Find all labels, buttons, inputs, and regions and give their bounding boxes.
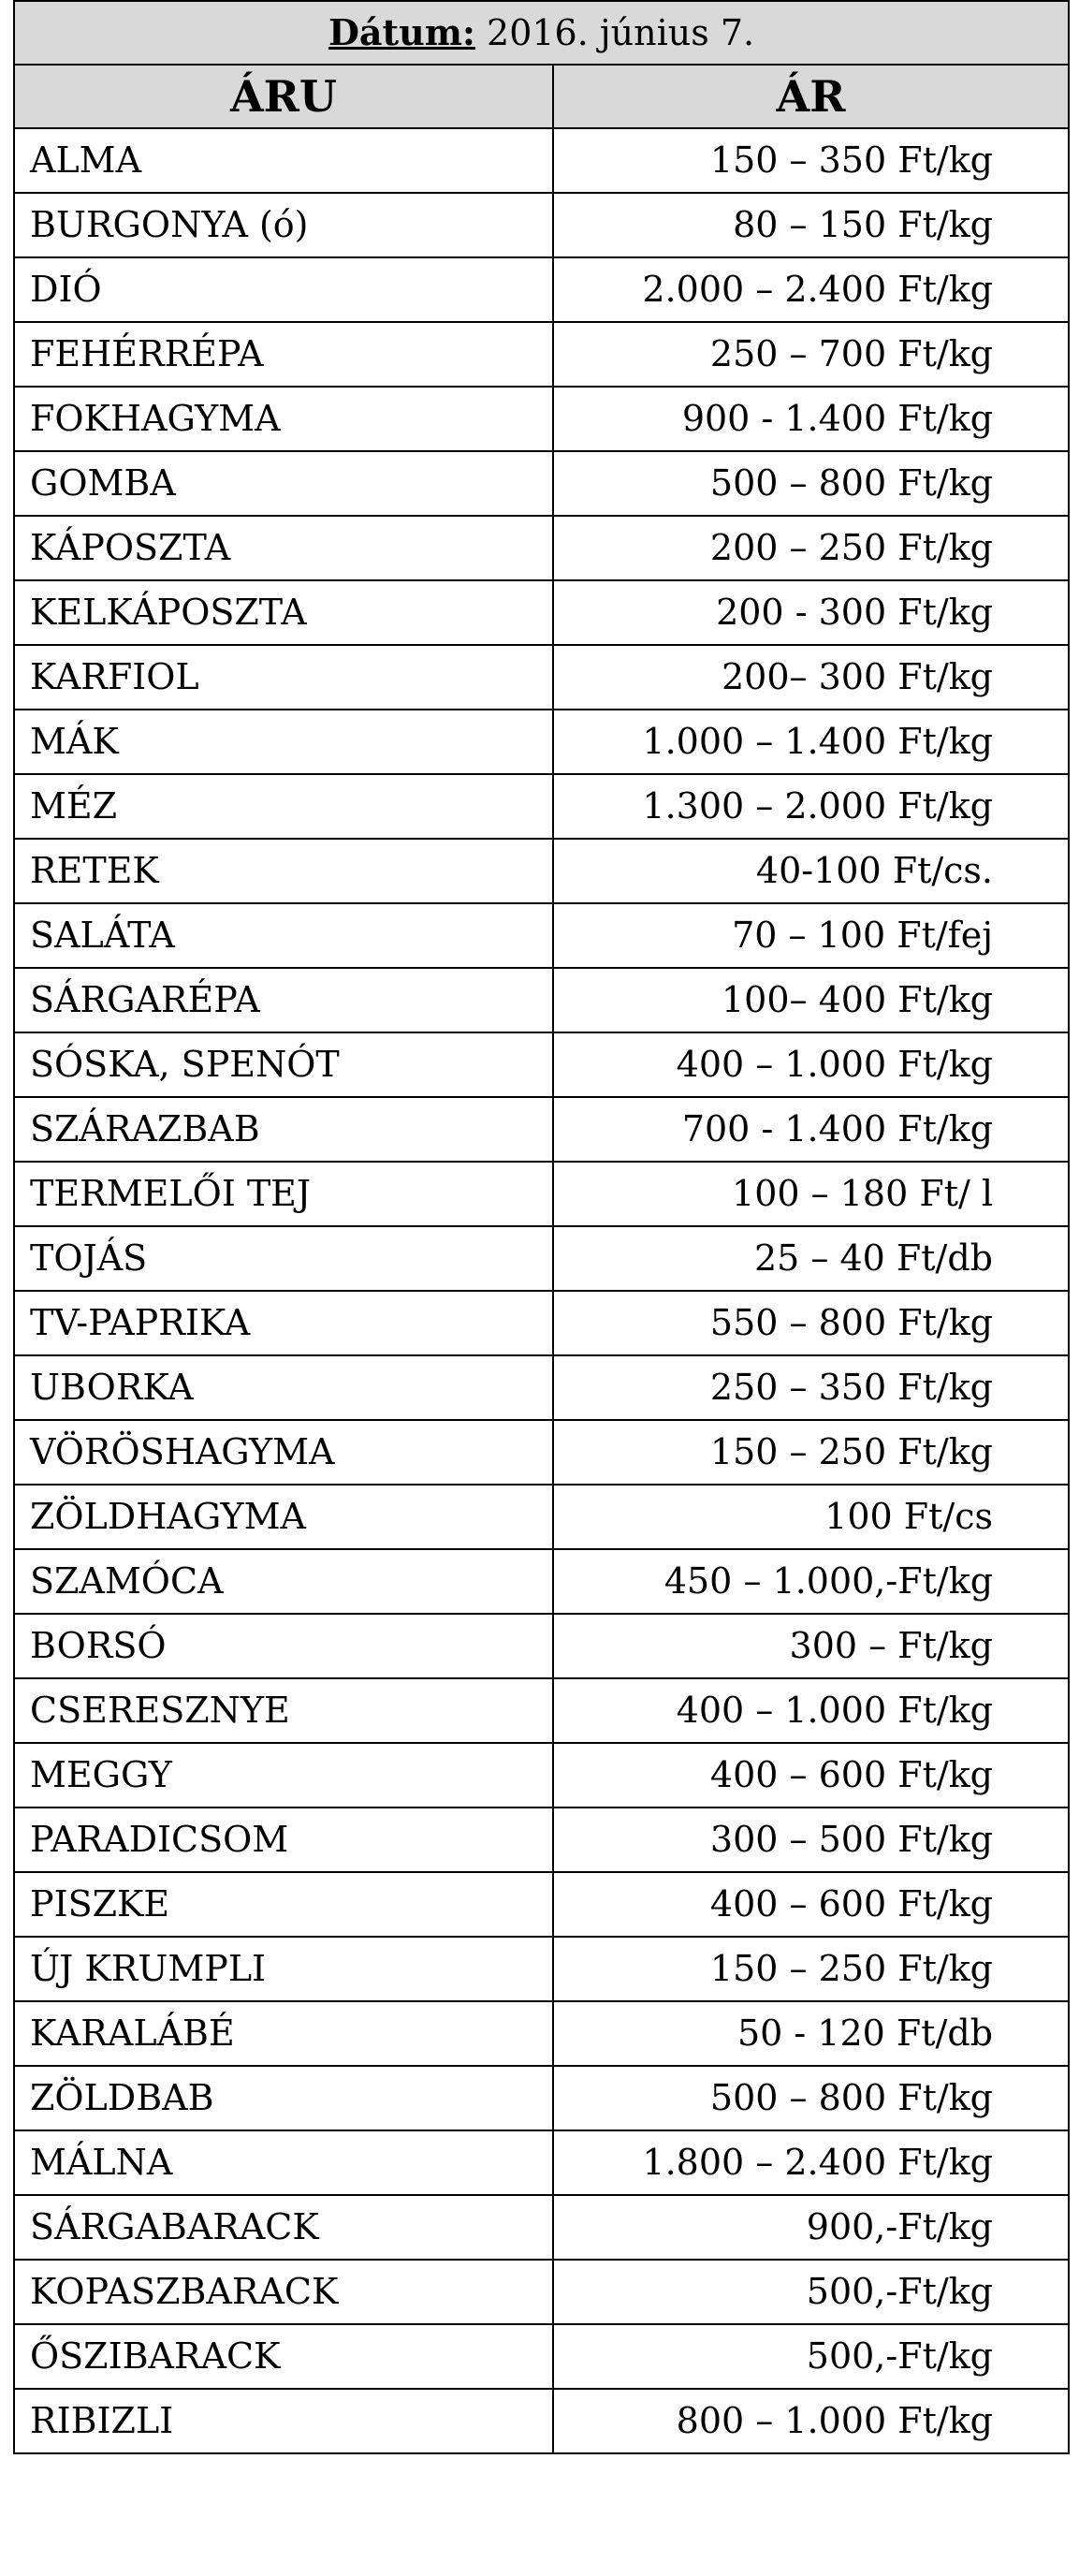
item-name-cell: SÁRGARÉPA: [14, 968, 553, 1032]
table-row: [14, 516, 1069, 580]
price-table: [13, 0, 1070, 2454]
item-name-cell: KOPASZBARACK: [14, 2260, 553, 2324]
table-row: [14, 451, 1069, 516]
table-row: [14, 1420, 1069, 1485]
item-price-cell: 100 Ft/cs: [553, 1485, 1069, 1549]
table-row: [14, 322, 1069, 387]
column-header-row: [14, 65, 1069, 128]
table-row: [14, 1355, 1069, 1420]
table-row: [14, 2389, 1069, 2453]
item-price-cell: 900 - 1.400 Ft/kg: [553, 387, 1069, 451]
item-name-cell: RETEK: [14, 839, 553, 903]
item-name-cell: BURGONYA (ó): [14, 193, 553, 257]
table-row: [14, 1032, 1069, 1097]
item-price-cell: 800 – 1.000 Ft/kg: [553, 2389, 1069, 2453]
item-price-cell: 450 – 1.000,-Ft/kg: [553, 1549, 1069, 1614]
item-price-cell: 250 – 700 Ft/kg: [553, 322, 1069, 387]
table-row: [14, 1614, 1069, 1678]
table-row: [14, 903, 1069, 968]
item-price-cell: 1.000 – 1.400 Ft/kg: [553, 710, 1069, 774]
table-row: [14, 1162, 1069, 1226]
item-price-cell: 500 – 800 Ft/kg: [553, 2066, 1069, 2130]
item-name-cell: KARALÁBÉ: [14, 2001, 553, 2066]
table-row: [14, 1678, 1069, 1743]
item-price-cell: 2.000 – 2.400 Ft/kg: [553, 257, 1069, 322]
item-name-cell: SÓSKA, SPENÓT: [14, 1032, 553, 1097]
item-name-cell: SZAMÓCA: [14, 1549, 553, 1614]
table-row: [14, 1743, 1069, 1808]
item-price-cell: 150 – 350 Ft/kg: [553, 128, 1069, 193]
table-row: [14, 774, 1069, 839]
item-name-cell: KARFIOL: [14, 645, 553, 710]
item-name-cell: RIBIZLI: [14, 2389, 553, 2453]
table-row: [14, 1485, 1069, 1549]
item-price-cell: 700 - 1.400 Ft/kg: [553, 1097, 1069, 1162]
price-list-sheet: [13, 0, 1068, 2454]
item-name-cell: KÁPOSZTA: [14, 516, 553, 580]
item-name-cell: ZÖLDBAB: [14, 2066, 553, 2130]
item-name-cell: BORSÓ: [14, 1614, 553, 1678]
item-name-cell: SZÁRAZBAB: [14, 1097, 553, 1162]
price-rows: [14, 128, 1069, 2453]
item-price-cell: 70 – 100 Ft/fej: [553, 903, 1069, 968]
item-price-cell: 550 – 800 Ft/kg: [553, 1291, 1069, 1355]
table-row: [14, 580, 1069, 645]
item-name-cell: MÁLNA: [14, 2130, 553, 2195]
item-price-cell: 1.800 – 2.400 Ft/kg: [553, 2130, 1069, 2195]
date-label: Dátum:: [328, 11, 475, 53]
date-row: [14, 1, 1069, 65]
item-price-cell: 200– 300 Ft/kg: [553, 645, 1069, 710]
item-name-cell: FOKHAGYMA: [14, 387, 553, 451]
table-row: [14, 1872, 1069, 1937]
item-price-cell: 150 – 250 Ft/kg: [553, 1420, 1069, 1485]
item-price-cell: 300 – 500 Ft/kg: [553, 1808, 1069, 1872]
item-name-cell: DIÓ: [14, 257, 553, 322]
item-price-cell: 500,-Ft/kg: [553, 2260, 1069, 2324]
table-row: [14, 387, 1069, 451]
table-row: [14, 2260, 1069, 2324]
item-price-cell: 100– 400 Ft/kg: [553, 968, 1069, 1032]
item-price-cell: 400 – 1.000 Ft/kg: [553, 1678, 1069, 1743]
table-row: [14, 1549, 1069, 1614]
item-name-cell: ALMA: [14, 128, 553, 193]
item-name-cell: MÁK: [14, 710, 553, 774]
item-price-cell: 500,-Ft/kg: [553, 2324, 1069, 2389]
item-name-cell: SALÁTA: [14, 903, 553, 968]
table-row: [14, 257, 1069, 322]
item-price-cell: 80 – 150 Ft/kg: [553, 193, 1069, 257]
item-price-cell: 400 – 600 Ft/kg: [553, 1743, 1069, 1808]
item-name-cell: ŐSZIBARACK: [14, 2324, 553, 2389]
table-row: [14, 1226, 1069, 1291]
column-header-price: ÁR: [553, 65, 1069, 128]
item-price-cell: 25 – 40 Ft/db: [553, 1226, 1069, 1291]
item-name-cell: TOJÁS: [14, 1226, 553, 1291]
table-row: [14, 645, 1069, 710]
item-name-cell: MÉZ: [14, 774, 553, 839]
item-name-cell: ZÖLDHAGYMA: [14, 1485, 553, 1549]
table-row: [14, 710, 1069, 774]
table-row: [14, 2324, 1069, 2389]
table-row: [14, 1808, 1069, 1872]
item-price-cell: 100 – 180 Ft/ l: [553, 1162, 1069, 1226]
item-price-cell: 250 – 350 Ft/kg: [553, 1355, 1069, 1420]
table-row: [14, 2195, 1069, 2260]
item-price-cell: 150 – 250 Ft/kg: [553, 1937, 1069, 2001]
date-value: 2016. június 7.: [474, 12, 755, 53]
item-price-cell: 400 – 1.000 Ft/kg: [553, 1032, 1069, 1097]
item-name-cell: MEGGY: [14, 1743, 553, 1808]
table-row: [14, 2001, 1069, 2066]
item-price-cell: 200 - 300 Ft/kg: [553, 580, 1069, 645]
item-price-cell: 400 – 600 Ft/kg: [553, 1872, 1069, 1937]
item-name-cell: GOMBA: [14, 451, 553, 516]
item-price-cell: 40-100 Ft/cs.: [553, 839, 1069, 903]
item-price-cell: 50 - 120 Ft/db: [553, 2001, 1069, 2066]
item-name-cell: UBORKA: [14, 1355, 553, 1420]
item-name-cell: TV-PAPRIKA: [14, 1291, 553, 1355]
table-row: [14, 2066, 1069, 2130]
table-row: [14, 2130, 1069, 2195]
item-price-cell: 200 – 250 Ft/kg: [553, 516, 1069, 580]
table-row: [14, 968, 1069, 1032]
item-price-cell: 500 – 800 Ft/kg: [553, 451, 1069, 516]
table-row: [14, 128, 1069, 193]
item-price-cell: 900,-Ft/kg: [553, 2195, 1069, 2260]
item-name-cell: PARADICSOM: [14, 1808, 553, 1872]
date-cell: [14, 1, 1069, 65]
item-name-cell: KELKÁPOSZTA: [14, 580, 553, 645]
item-name-cell: CSERESZNYE: [14, 1678, 553, 1743]
item-price-cell: 300 – Ft/kg: [553, 1614, 1069, 1678]
table-row: [14, 1097, 1069, 1162]
item-name-cell: ÚJ KRUMPLI: [14, 1937, 553, 2001]
item-name-cell: VÖRÖSHAGYMA: [14, 1420, 553, 1485]
table-row: [14, 839, 1069, 903]
item-price-cell: 1.300 – 2.000 Ft/kg: [553, 774, 1069, 839]
table-row: [14, 1937, 1069, 2001]
item-name-cell: FEHÉRRÉPA: [14, 322, 553, 387]
item-name-cell: TERMELŐI TEJ: [14, 1162, 553, 1226]
table-row: [14, 193, 1069, 257]
column-header-item: ÁRU: [14, 65, 553, 128]
item-name-cell: PISZKE: [14, 1872, 553, 1937]
item-name-cell: SÁRGABARACK: [14, 2195, 553, 2260]
table-row: [14, 1291, 1069, 1355]
